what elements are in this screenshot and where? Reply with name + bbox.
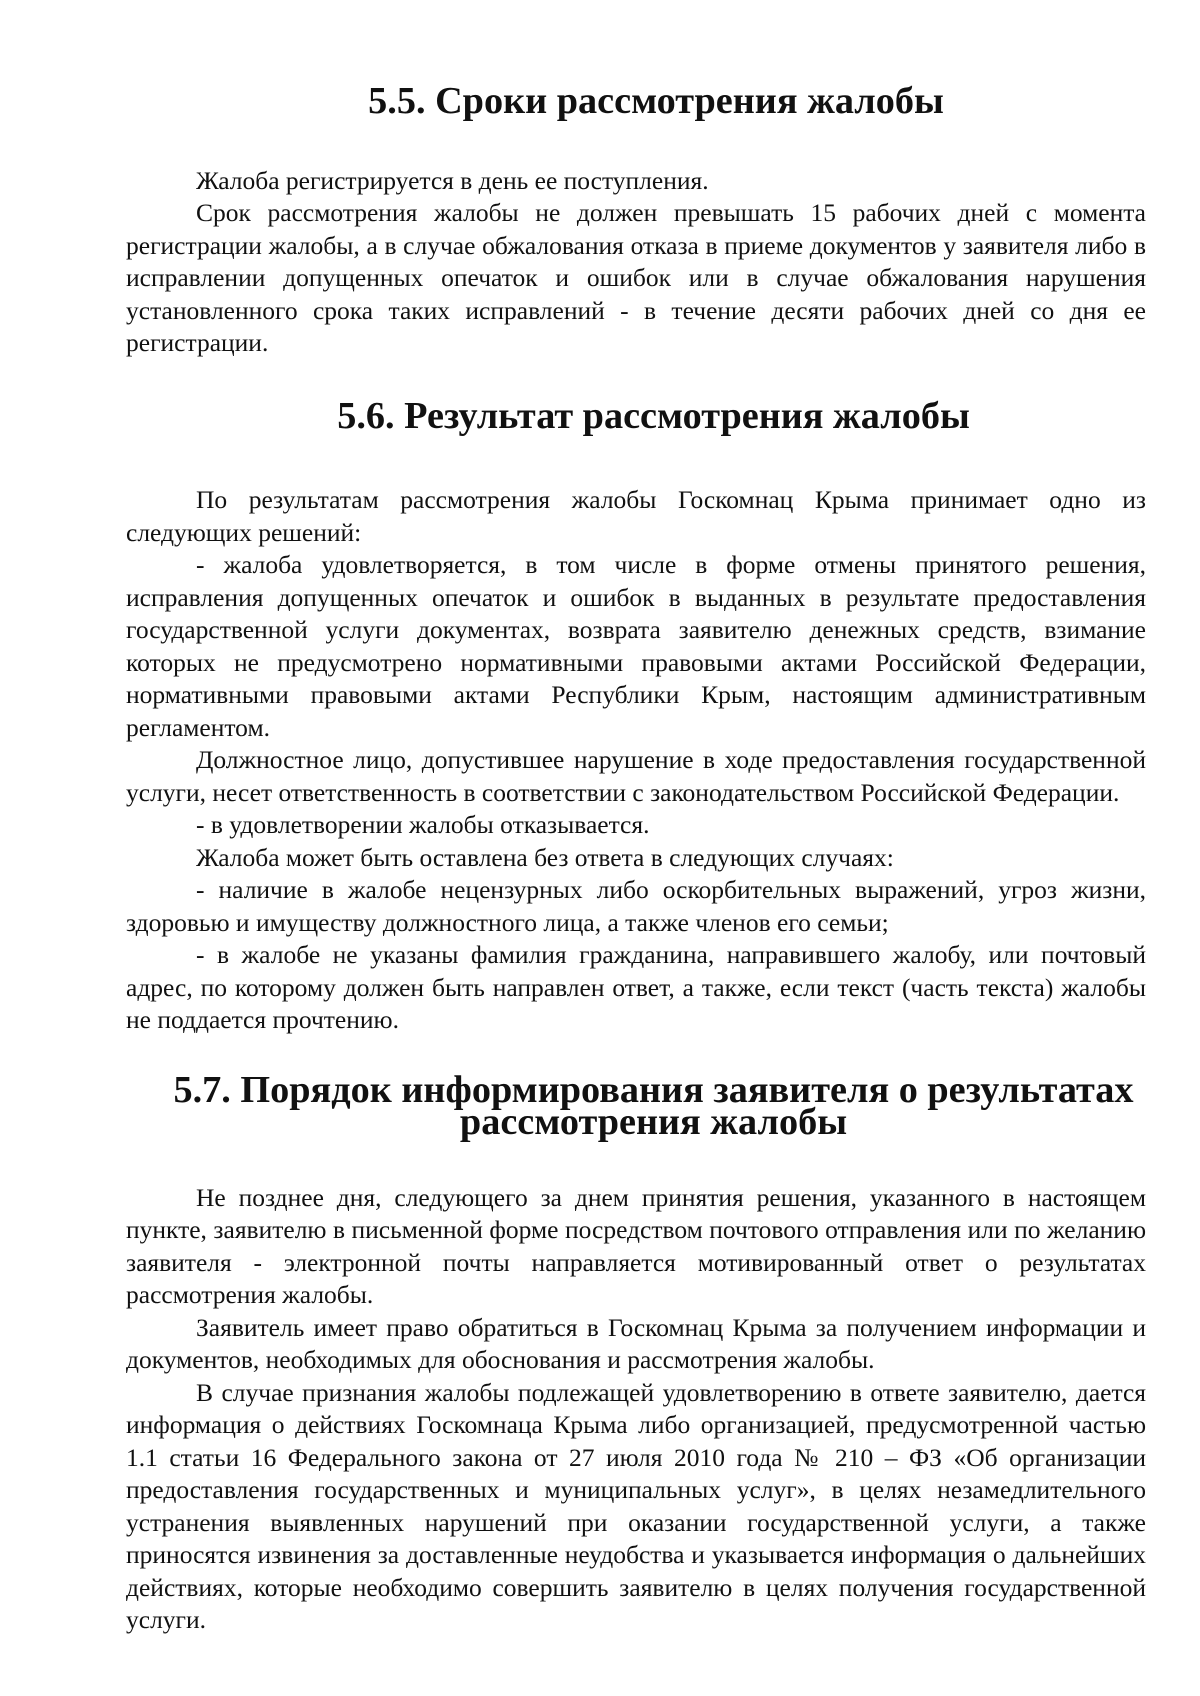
section-title-line: 5.7. Порядок информирования заявителя о результатах — [173, 1068, 1134, 1111]
section-5-6 — [126, 394, 1146, 1037]
section-title — [126, 1068, 1146, 1143]
paragraph: - жалоба удовлетворяется, в том числе в форме отмены принятого решения, исправления допущенных опечаток и ошибок в выданных в результате предоставления государственной услуги документах, возврата заявителю денежных средств, взимание которых не предусмотрено нормативными правовыми актами Российской Федерации, нормативными правовыми актами Республики Крым, настоящим административным регламентом. — [126, 550, 1146, 742]
section-5-7 — [126, 1068, 1146, 1637]
paragraph: Не позднее дня, следующего за днем принятия решения, указанного в настоящем пункте, заявителю в письменной форме посредством почтового отправления или по желанию заявителя - электронной почты направляется мотивированный ответ о результатах рассмотрения жалобы. — [126, 1182, 1146, 1309]
section-title: 5.5. Сроки рассмотрения жалобы — [368, 80, 944, 122]
paragraph: Должностное лицо, допустившее нарушение в ходе предоставления государственной услуги, несет ответственность в соответствии с законодательством Российской Федерации. — [126, 745, 1146, 807]
paragraph: - в жалобе не указаны фамилия гражданина, направившего жалобу, или почтовый адрес, по которому должен быть направлен ответ, а также, если текст (часть текста) жалобы не поддается прочтению. — [126, 940, 1146, 1034]
section-title-line: рассмотрения жалобы — [459, 1101, 848, 1143]
paragraph: Жалоба может быть оставлена без ответа в следующих случаях: — [196, 842, 894, 872]
paragraph: В случае признания жалобы подлежащей удовлетворению в ответе заявителю, дается информация о действиях Госкомнаца Крыма либо организацией, предусмотренной частью 1.1 статьи 16 Федерального закона от 27 июля 2010 года № 210 – ФЗ «Об организации предоставления государственных и муниципальных услуг», в целях незамедлительного устранения выявленных нарушений при оказании государственной услуги, а также приносятся извинения за доставленные неудобства и указывается информация о дальнейших действиях, которые необходимо совершить заявителю в целях получения государственной услуги. — [126, 1377, 1146, 1634]
paragraph: - наличие в жалобе нецензурных либо оскорбительных выражений, угроз жизни, здоровью и имуществу должностного лица, а также членов его семьи; — [126, 875, 1146, 937]
document-page — [126, 80, 1146, 1637]
section-title: 5.6. Результат рассмотрения жалобы — [337, 394, 970, 437]
section-5-5 — [126, 80, 1146, 360]
paragraph: - в удовлетворении жалобы отказывается. — [196, 810, 650, 839]
paragraph: Жалоба регистрируется в день ее поступления. — [196, 165, 709, 195]
paragraph: Заявитель имеет право обратиться в Госкомнац Крыма за получением информации и документов, необходимых для обоснования и рассмотрения жалобы. — [126, 1312, 1146, 1374]
paragraph: По результатам рассмотрения жалобы Госкомнац Крыма принимает одно из следующих решений: — [126, 485, 1146, 547]
paragraph: Срок рассмотрения жалобы не должен превышать 15 рабочих дней с момента регистрации жалобы, а в случае обжалования отказа в приеме документов у заявителя либо в исправлении допущенных опечаток и ошибок или в случае обжалования нарушения установленного срока таких исправлений - в течение десяти рабочих дней со дня ее регистрации. — [126, 198, 1146, 357]
